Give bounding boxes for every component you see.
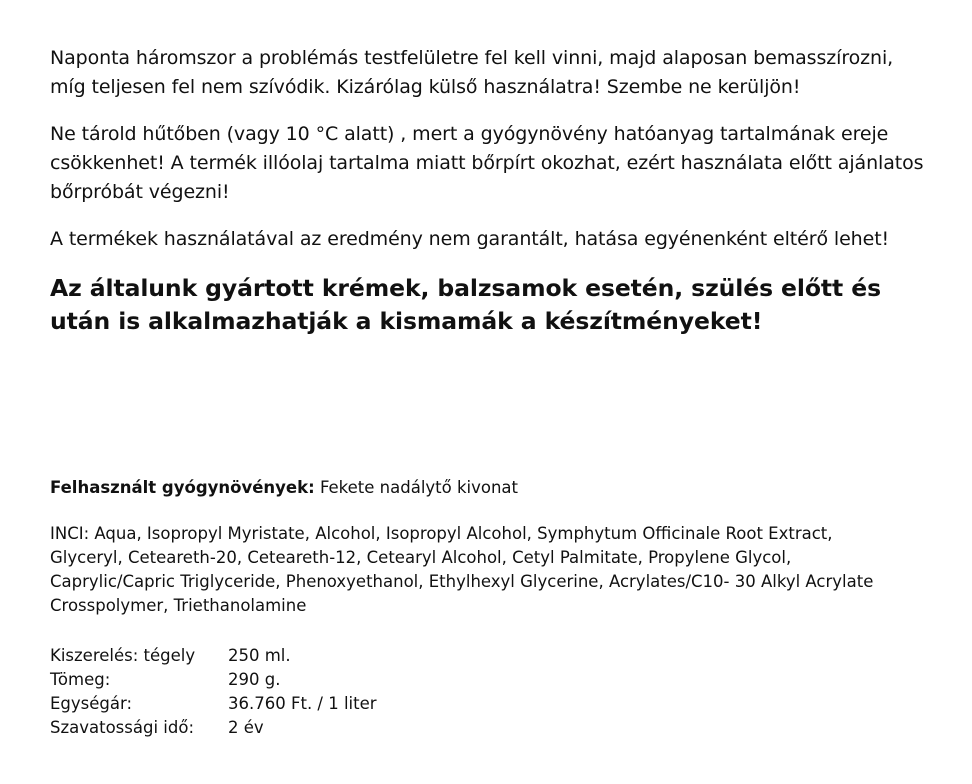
storage-warning-paragraph: Ne tárold hűtőben (vagy 10 °C alatt) , mert a gyógynövény hatóanyag tartalmának ereje csökkenhet! A termék illóolaj tartalma miatt bőrpírt okozhat, ezért használata előtt ajánlatos bőrpróbát végezni! (50, 123, 924, 203)
spec-value: 290 g. (228, 670, 281, 689)
usage-instructions-paragraph: Naponta háromszor a problémás testfelületre fel kell vinni, majd alaposan bemasszírozni, míg teljesen fel nem szívódik. Kizárólag külső használatra! Szembe ne kerüljön! (50, 47, 894, 98)
spec-table (50, 644, 377, 740)
spec-row-weight (50, 668, 377, 692)
herbs-label: Felhasznált gyógynövények: (50, 478, 315, 497)
spec-row-packaging (50, 644, 377, 668)
usage-section (50, 44, 930, 338)
spec-value: 36.760 Ft. / 1 liter (228, 694, 377, 713)
disclaimer-paragraph: A termékek használatával az eredmény nem garantált, hatása egyénenként eltérő lehet! (50, 228, 890, 250)
spec-row-shelf-life (50, 716, 377, 740)
herbs-line (50, 476, 930, 500)
spec-label: Egységár: (50, 694, 133, 713)
spec-label: Tömeg: (50, 670, 111, 689)
herbs-value: Fekete nadálytő kivonat (319, 478, 519, 497)
spec-row-unit-price (50, 692, 377, 716)
spec-value: 250 ml. (228, 646, 291, 665)
pregnancy-safety-headline: Az általunk gyártott krémek, balzsamok esetén, szülés előtt és után is alkalmazhatják a kismamák a készítményeket! (50, 274, 881, 335)
spec-value: 2 év (228, 718, 264, 737)
spec-label: Kiszerelés: tégely (50, 646, 196, 665)
spec-label: Szavatossági idő: (50, 718, 195, 737)
inci-ingredients: INCI: Aqua, Isopropyl Myristate, Alcohol, Isopropyl Alcohol, Symphytum Officinale Root Extract, Glyceryl, Ceteareth-20, Ceteareth-12, Cetearyl Alcohol, Cetyl Palmitate, Propylene Glycol, Caprylic/Capric Triglyceride, Phenoxyethanol, Ethylhexyl Glycerine, Acrylates/C10- 30 Alkyl Acrylate Crosspolymer, Triethanolamine (50, 524, 874, 615)
